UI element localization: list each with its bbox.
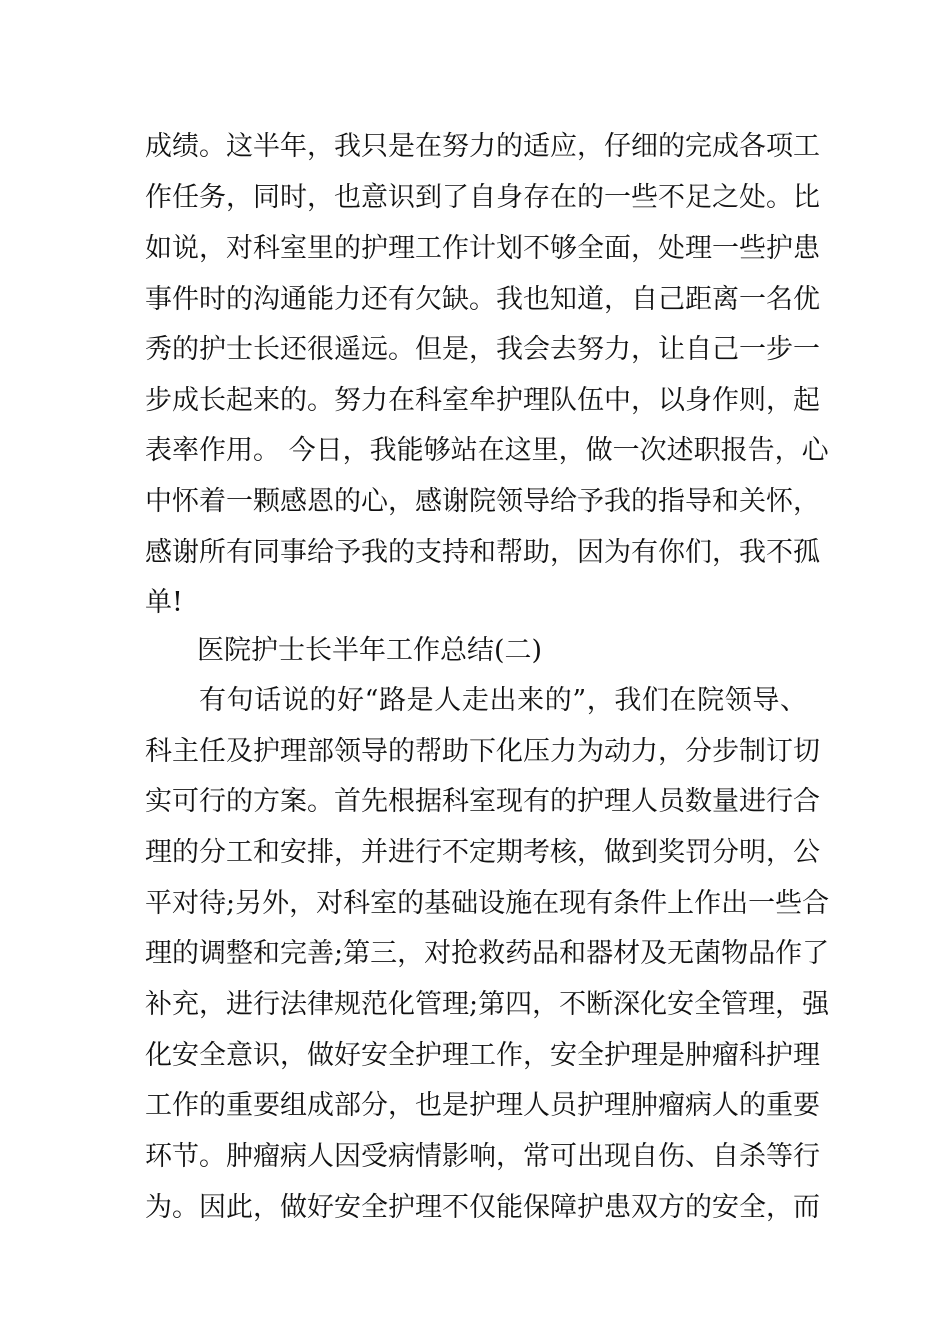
paragraph-line: 单! bbox=[145, 587, 183, 618]
paragraph-line: 环节。肿瘤病人因受病情影响，常可出现自伤、自杀等行 bbox=[145, 1141, 820, 1172]
paragraph-line: 事件时的沟通能力还有欠缺。我也知道，自己距离一名优 bbox=[145, 284, 820, 315]
paragraph-line: 中怀着一颗感恩的心，感谢院领导给予我的指导和关怀， bbox=[145, 486, 820, 517]
paragraph-line: 化安全意识，做好安全护理工作，安全护理是肿瘤科护理 bbox=[145, 1040, 820, 1071]
paragraph-line: 表率作用。 今日，我能够站在这里，做一次述职报告，心 bbox=[145, 435, 829, 466]
paragraph-line: 平对待;另外，对科室的基础设施在现有条件上作出一些合 bbox=[145, 888, 830, 919]
paragraph-line: 为。因此，做好安全护理不仅能保障护患双方的安全，而 bbox=[145, 1192, 820, 1223]
paragraph-line: 步成长起来的。努力在科室牟护理队伍中，以身作则，起 bbox=[145, 385, 820, 416]
paragraph-line: 理的分工和安排，并进行不定期考核，做到奖罚分明，公 bbox=[145, 837, 820, 868]
paragraph-line: 秀的护士长还很遥远。但是，我会去努力，让自己一步一 bbox=[145, 334, 820, 365]
paragraph-line: 有句话说的好“路是人走出来的”，我们在院领导、 bbox=[199, 685, 807, 716]
paragraph-line: 作任务，同时，也意识到了自身存在的一些不足之处。比 bbox=[145, 182, 820, 213]
paragraph-line: 科主任及护理部领导的帮助下化压力为动力，分步制订切 bbox=[145, 736, 820, 767]
paragraph-line: 成绩。这半年，我只是在努力的适应，仔细的完成各项工 bbox=[145, 131, 820, 162]
paragraph-line: 补充，进行法律规范化管理;第四，不断深化安全管理，强 bbox=[145, 989, 830, 1020]
section-heading: 医院护士长半年工作总结(二) bbox=[197, 635, 543, 666]
paragraph-line: 实可行的方案。首先根据科室现有的护理人员数量进行合 bbox=[145, 786, 820, 817]
paragraph-line: 工作的重要组成部分，也是护理人员护理肿瘤病人的重要 bbox=[145, 1090, 820, 1121]
paragraph-line: 如说，对科室里的护理工作计划不够全面，处理一些护患 bbox=[145, 233, 820, 264]
paragraph-line: 感谢所有同事给予我的支持和帮助，因为有你们，我不孤 bbox=[145, 537, 820, 568]
paragraph-line: 理的调整和完善;第三，对抢救药品和器材及无菌物品作了 bbox=[145, 938, 830, 969]
